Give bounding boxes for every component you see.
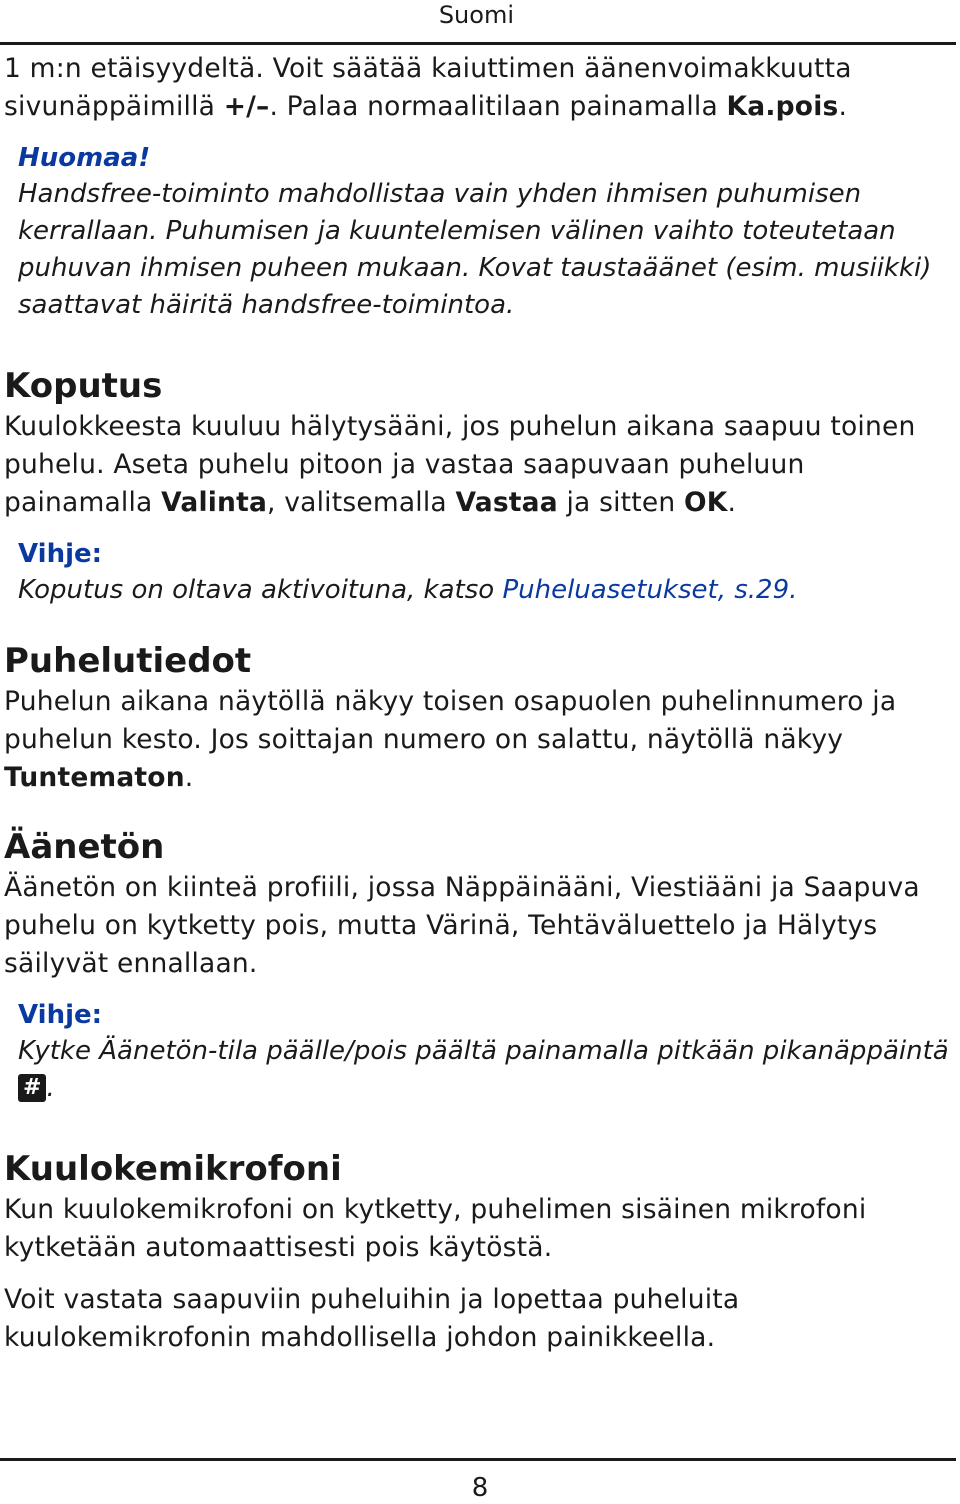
koputus-text-3: ja sitten	[557, 487, 684, 518]
tip-box-aanetön	[18, 997, 956, 1107]
tip-title: Vihje:	[18, 539, 103, 569]
page-content	[4, 50, 956, 1357]
puhelutiedot-paragraph	[4, 683, 956, 797]
heading-kuulokemikrofoni: Kuulokemikrofoni	[4, 1149, 342, 1189]
label-tuntematon: Tuntematon	[4, 762, 185, 793]
koputus-text-4: .	[727, 487, 737, 518]
koputus-text-2: , valitsemalla	[267, 487, 456, 518]
key-vastaa: Vastaa	[455, 487, 558, 518]
header-rule	[0, 42, 956, 45]
key-ok: OK	[683, 487, 728, 518]
key-valinta: Valinta	[161, 487, 268, 518]
header-language: Suomi	[438, 1, 514, 29]
hash-key-icon: #	[18, 1074, 46, 1102]
heading-aanetön: Äänetön	[4, 827, 165, 867]
tip-text-end: .	[46, 1073, 55, 1103]
kuulokemikrofoni-paragraph-2: Voit vastata saapuviin puheluihin ja lopettaa puheluita kuulokemikrofonin mahdollisella johdon painikkeella.	[4, 1284, 740, 1353]
key-volume: +/–	[223, 91, 270, 122]
tip-text-body: Kytke Äänetön-tila päälle/pois päältä painamalla pitkään pikanäppäintä	[18, 1036, 949, 1066]
note-title: Huomaa!	[18, 143, 151, 173]
aanetön-paragraph: Äänetön on kiinteä profiili, jossa Näppäinääni, Viestiääni ja Saapuva puhelu on kytketty pois, mutta Värinä, Tehtäväluettelo ja Hälytys säilyvät ennallaan.	[4, 872, 920, 979]
koputus-paragraph	[4, 408, 956, 522]
heading-koputus: Koputus	[4, 366, 163, 406]
note-text: Handsfree-toiminto mahdollistaa vain yhden ihmisen puhumisen kerrallaan. Puhumisen ja kuuntelemisen välinen vaihto toteutetaan puhuvan ihmisen puheen mukaan. Kovat taustaäänet (esim. musiikki) saattavat häiritä handsfree-toimintoa.	[18, 179, 932, 320]
tip-text-body: Koputus on oltava aktivoituna, katso	[18, 575, 503, 605]
note-box	[18, 140, 956, 324]
intro-paragraph	[4, 50, 956, 126]
heading-puhelutiedot: Puhelutiedot	[4, 641, 252, 681]
intro-text-1: 1 m:n etäisyydeltä. Voit säätää kaiuttimen äänenvoimakkuutta sivunäppäimillä	[4, 53, 852, 122]
tip-title: Vihje:	[18, 1000, 103, 1030]
link-puheluasetukset[interactable]: Puheluasetukset, s.29.	[502, 575, 798, 605]
tip-text	[18, 572, 956, 609]
footer-rule	[0, 1458, 956, 1461]
tip-text	[18, 1033, 956, 1107]
puhelutiedot-text-2: .	[184, 762, 194, 793]
intro-text-2: . Palaa normaalitilaan painamalla	[269, 91, 727, 122]
kuulokemikrofoni-paragraph-1: Kun kuulokemikrofoni on kytketty, puhelimen sisäinen mikrofoni kytketään automaattisesti pois käytöstä.	[4, 1194, 867, 1263]
puhelutiedot-text-1: Puhelun aikana näytöllä näkyy toisen osapuolen puhelinnumero ja puhelun kesto. Jos soittajan numero on salattu, näytöllä näkyy	[4, 686, 897, 755]
koputus-text-1: Kuulokkeesta kuuluu hälytysääni, jos puhelun aikana saapuu toinen puhelu. Aseta puhelu pitoon ja vastaa saapuvaan puheluun painamalla	[4, 411, 916, 518]
key-ka-pois: Ka.pois	[726, 91, 839, 122]
intro-text-3: .	[838, 91, 848, 122]
tip-box-koputus	[18, 536, 956, 609]
page-number: 8	[471, 1473, 489, 1503]
